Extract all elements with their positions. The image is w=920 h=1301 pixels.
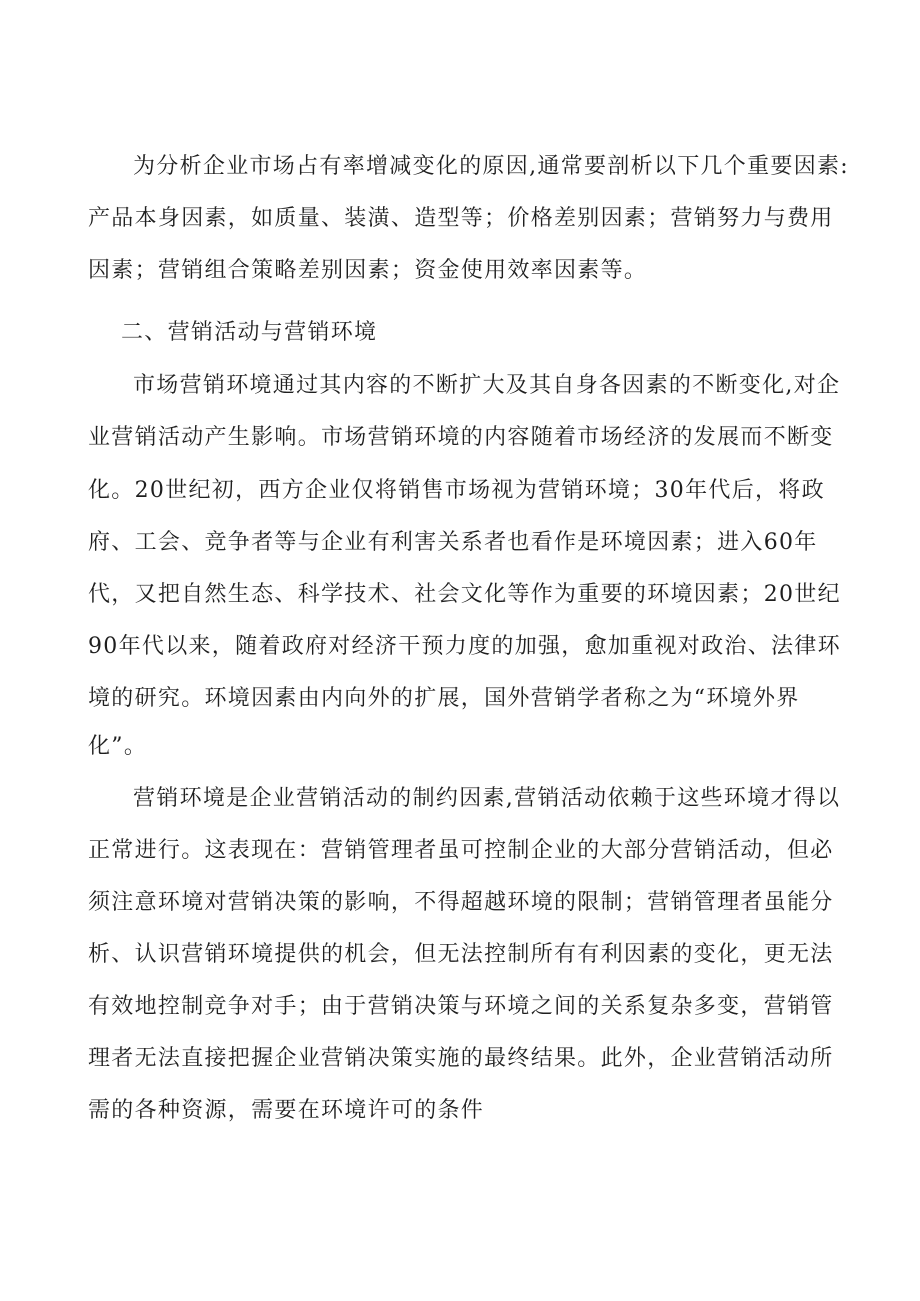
paragraph-3-line-1 bbox=[0, 779, 920, 819]
paragraph-1-line-2 bbox=[0, 199, 920, 239]
text-line: 正常进行。这表现在：营销管理者虽可控制企业的大部分营销活动，但必 bbox=[88, 838, 834, 863]
text-line: 须注意环境对营销决策的影响，不得超越环境的限制；营销管理者虽能分 bbox=[88, 890, 834, 915]
text-line: 府、工会、竞争者等与企业有利害关系者也看作是环境因素；进入60年 bbox=[88, 530, 818, 555]
text-line: 析、认识营销环境提供的机会，但无法控制所有有利因素的变化，更无法 bbox=[88, 942, 834, 967]
paragraph-3-line-3 bbox=[0, 883, 920, 923]
paragraph-2-line-6 bbox=[0, 627, 920, 667]
section-heading bbox=[0, 313, 920, 353]
text-line: 因素；营销组合策略差别因素；资金使用效率因素等。 bbox=[88, 258, 648, 283]
paragraph-2-line-4 bbox=[0, 523, 920, 563]
paragraph-3-line-5 bbox=[0, 987, 920, 1027]
paragraph-3-line-2 bbox=[0, 831, 920, 871]
text-line: 为分析企业市场占有率增减变化的原因,通常要剖析以下几个重要因素: bbox=[133, 154, 850, 179]
text-line: 营销环境是企业营销活动的制约因素,营销活动依赖于这些环境才得以 bbox=[133, 786, 841, 811]
paragraph-3-line-6 bbox=[0, 1039, 920, 1079]
text-line: 90年代以来，随着政府对经济干预力度的加强，愈加重视对政治、法律环 bbox=[88, 634, 841, 659]
paragraph-2-line-7 bbox=[0, 679, 920, 719]
text-line: 代，又把自然生态、科学技术、社会文化等作为重要的环境因素；20世纪 bbox=[88, 582, 841, 607]
text-line: 理者无法直接把握企业营销决策实施的最终结果。此外，企业营销活动所 bbox=[88, 1046, 834, 1071]
paragraph-3-line-7 bbox=[0, 1091, 920, 1131]
text-line: 产品本身因素，如质量、装潢、造型等；价格差别因素；营销努力与费用 bbox=[88, 206, 834, 231]
text-line: 市场营销环境通过其内容的不断扩大及其自身各因素的不断变化,对企 bbox=[133, 373, 841, 398]
text-line: 有效地控制竞争对手；由于营销决策与环境之间的关系复杂多变，营销管 bbox=[88, 994, 834, 1019]
paragraph-2-line-5 bbox=[0, 575, 920, 615]
section-heading-text: 二、营销活动与营销环境 bbox=[121, 320, 378, 345]
text-line: 境的研究。环境因素由内向外的扩展，国外营销学者称之为“环境外界 bbox=[88, 686, 800, 711]
paragraph-3-line-4 bbox=[0, 935, 920, 975]
paragraph-1-line-3 bbox=[0, 251, 920, 291]
paragraph-1-line-1 bbox=[0, 147, 920, 187]
paragraph-2-line-2 bbox=[0, 418, 920, 458]
text-line: 化。20世纪初，西方企业仅将销售市场视为营销环境；30年代后，将政 bbox=[88, 478, 825, 503]
paragraph-2-line-8 bbox=[0, 727, 920, 767]
text-line: 需的各种资源，需要在环境许可的条件 bbox=[88, 1098, 485, 1123]
paragraph-2-line-1 bbox=[0, 366, 920, 406]
text-line: 业营销活动产生影响。市场营销环境的内容随着市场经济的发展而不断变 bbox=[88, 425, 834, 450]
text-line: 化”。 bbox=[88, 734, 148, 759]
paragraph-2-line-3 bbox=[0, 471, 920, 511]
